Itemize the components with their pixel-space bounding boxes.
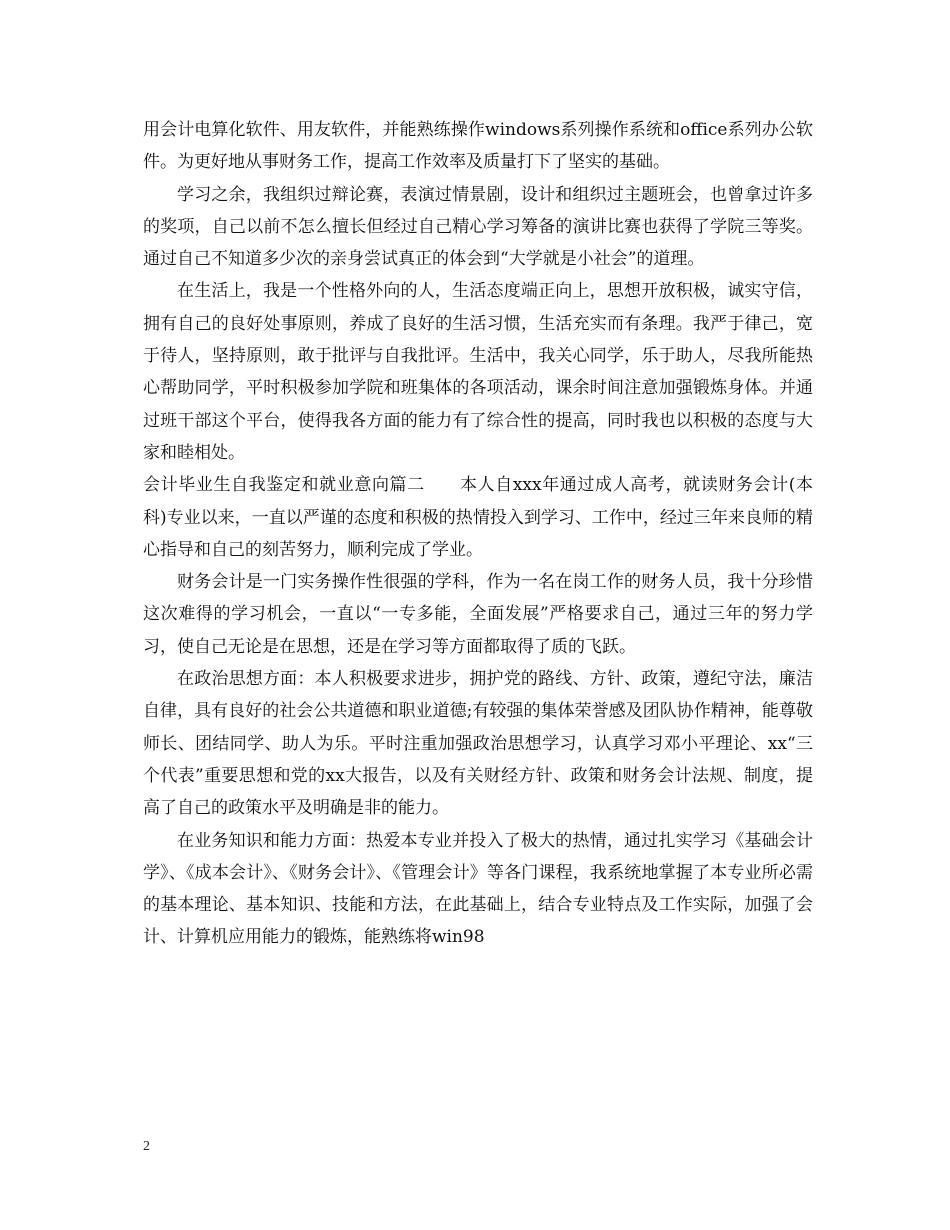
- paragraph-6: 在政治思想方面：本人积极要求进步，拥护党的路线、方针、政策，遵纪守法，廉洁自律，具有良好的社会公共道德和职业道德;有较强的集体荣誉感及团队协作精神，能尊敬师长、团结同学、助人为乐。平时注重加强政治思想学习，认真学习邓小平理论、xx“三个代表”重要思想和党的xx大报告，以及有关财经方针、政策和财务会计法规、制度，提高了自己的政策水平及明确是非的能力。: [143, 669, 813, 819]
- paragraph-7: 在业务知识和能力方面：热爱本专业并投入了极大的热情，通过扎实学习《基础会计学》、《成本会计》、《财务会计》、《管理会计》等各门课程，我系统地掌握了本专业所必需的基本理论、基本知识、技能和方法，在此基础上，结合专业特点及工作实际，加强了会计、计算机应用能力的锻炼，能熟练将win98: [143, 830, 813, 948]
- paragraph-5: 财务会计是一门实务操作性很强的学科，作为一名在岗工作的财务人员，我十分珍惜这次难得的学习机会，一直以“一专多能，全面发展”严格要求自己，通过三年的努力学习，使自己无论是在思想，还是在学习等方面都取得了质的飞跃。: [143, 572, 813, 657]
- paragraph-3: 在生活上，我是一个性格外向的人，生活态度端正向上，思想开放积极，诚实守信，拥有自己的良好处事原则，养成了良好的生活习惯，生活充实而有条理。我严于律己，宽于待人，坚持原则，敢于批评与自我批评。生活中，我关心同学，乐于助人，尽我所能热心帮助同学，平时积极参加学院和班集体的各项活动，课余时间注意加强锻炼身体。并通过班干部这个平台，使得我各方面的能力有了综合性的提高，同时我也以积极的态度与大家和睦相处。: [143, 281, 813, 463]
- paragraph-4-section-heading: 会计毕业生自我鉴定和就业意向篇二 本人自xxx年通过成人高考，就读财务会计(本科)专业以来，一直以严谨的态度和积极的热情投入到学习、工作中，经过三年来良师的精心指导和自己的刻苦努力，顺利完成了学业。: [143, 475, 813, 560]
- document-body: [143, 114, 813, 954]
- paragraph-1: 用会计电算化软件、用友软件，并能熟练操作windows系列操作系统和office系列办公软件。为更好地从事财务工作，提高工作效率及质量打下了坚实的基础。: [143, 120, 813, 173]
- page-number: 2: [143, 1139, 150, 1154]
- paragraph-2: 学习之余，我组织过辩论赛，表演过情景剧，设计和组织过主题班会，也曾拿过许多的奖项，自己以前不怎么擅长但经过自己精心学习筹备的演讲比赛也获得了学院三等奖。通过自己不知道多少次的亲身尝试真正的体会到“大学就是小社会”的道理。: [143, 184, 813, 270]
